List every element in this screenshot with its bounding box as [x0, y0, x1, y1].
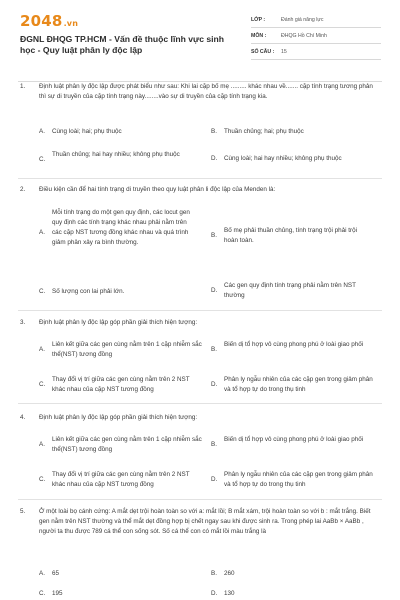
meta-row-class	[251, 12, 381, 28]
option-text: Biến dị tổ hợp vô cùng phong phú ở loài giao phối	[224, 436, 364, 443]
meta-value: Đánh giá năng lực	[281, 16, 324, 23]
option-text: 65	[52, 570, 60, 577]
question-divider	[18, 178, 382, 179]
option-letter: C.	[39, 381, 46, 388]
question-number: 4.	[20, 414, 26, 421]
option-text: 195	[52, 590, 63, 597]
option-text: Thuần chủng; hai hay nhiều; không phụ thuộc	[52, 151, 180, 158]
question-number: 2.	[20, 186, 26, 193]
question-divider	[18, 310, 382, 311]
question-stem: Điều kiện cần để hai tính trạng di truyền theo quy luật phân li độc lập của Menden là:	[39, 186, 276, 193]
question-stem: Định luật phân ly độc lập được phát biểu như sau: Khi lai cặp bố mẹ ......... khác nhau về....... cặp tính trạng tương phản thì sự di truyền của cặp tính trạng này........vào sự di truyền của cặp tính trạng kia.	[39, 83, 373, 100]
option-text: Cùng loài; hai; phụ thuộc	[52, 128, 122, 135]
document-header	[0, 0, 400, 80]
option-letter: A.	[39, 346, 45, 353]
option-letter: A.	[39, 570, 45, 577]
meta-row-subject	[251, 28, 381, 44]
option-letter: D.	[211, 155, 218, 162]
option-letter: B.	[211, 232, 217, 239]
option-letter: D.	[211, 381, 218, 388]
option-letter: C.	[39, 476, 46, 483]
site-logo[interactable]	[20, 12, 78, 30]
option-text: Liên kết giữa các gen cùng nằm trên 1 cặp nhiễm sắc thể(NST) tương đồng	[52, 436, 202, 453]
meta-value: 15	[281, 48, 287, 55]
option-text: Bố mẹ phải thuần chủng, tính trạng trội phải trội hoàn toàn.	[224, 227, 358, 244]
option-letter: C.	[39, 288, 46, 295]
option-letter: A.	[39, 229, 45, 236]
option-letter: B.	[211, 441, 217, 448]
option-text: Phân ly ngẫu nhiên của các cặp gen trong giảm phân và tổ hợp tự do trong thụ tinh	[224, 376, 373, 393]
option-text: Thuần chủng; hai; phụ thuộc	[224, 128, 304, 135]
meta-row-count	[251, 44, 381, 60]
option-letter: D.	[211, 590, 218, 597]
question-stem: Định luật phân ly độc lập góp phần giải thích hiện tượng:	[39, 319, 198, 326]
option-letter: B.	[211, 128, 217, 135]
option-letter: C.	[39, 590, 46, 597]
option-text: Mỗi tính trạng do một gen quy định, các locut gen quy định các tính trạng khác nhau phải nằm trên các cặp NST tương đồng khác nhau và quá trình giảm phân xảy ra bình thường.	[52, 209, 190, 246]
option-letter: D.	[211, 287, 218, 294]
option-letter: D.	[211, 476, 218, 483]
document-title: ĐGNL ĐHQG TP.HCM - Vấn đề thuộc lĩnh vực sinh học - Quy luật phân ly độc lập	[20, 34, 225, 55]
option-letter: A.	[39, 441, 45, 448]
option-text: 260	[224, 570, 235, 577]
question-number: 5.	[20, 508, 26, 515]
question-stem: Ở một loài bọ cánh cứng: A mắt dẹt trội hoàn toàn so với a: mắt lồi; B mắt xám, trội hoàn toàn so với b : mắt trắng. Biết gen nằm trên NST thường và thể mắt dẹt đồng hợp bị chết ngay sau khi được sinh ra. Trong phép lai AaBb × AaBb , người ta thu được 789 cá thể con sống sót. Số cá thể con có mắt lồi màu trắng là	[39, 508, 371, 535]
question-number: 1.	[20, 83, 26, 90]
option-letter: B.	[211, 346, 217, 353]
option-letter: A.	[39, 128, 45, 135]
meta-key: SỐ CÂU :	[251, 48, 275, 55]
option-text: Liên kết giữa các gen cùng nằm trên 1 cặp nhiễm sắc thể(NST) tương đồng	[52, 341, 202, 358]
meta-table	[251, 12, 381, 60]
option-letter: B.	[211, 570, 217, 577]
question-stem: Định luật phân ly độc lập góp phần giải thích hiện tượng:	[39, 414, 198, 421]
question-divider	[18, 499, 382, 500]
question-number: 3.	[20, 319, 26, 326]
meta-key: MÔN :	[251, 32, 267, 39]
logo-suffix: .vn	[63, 19, 79, 28]
option-text: Số lượng con lai phải lớn.	[52, 288, 125, 295]
option-text: Các gen quy định tính trạng phải nằm trên NST thường	[224, 282, 356, 299]
meta-key: LỚP :	[251, 16, 266, 23]
option-text: 130	[224, 590, 235, 597]
logo-main: 2048	[20, 12, 63, 30]
option-letter: C.	[39, 156, 46, 163]
option-text: Phân ly ngẫu nhiên của các cặp gen trong giảm phân và tổ hợp tự do trong thụ tinh	[224, 471, 373, 488]
option-text: Thay đổi vị trí giữa các gen cùng nằm trên 2 NST khác nhau của cặp NST tương đồng	[52, 471, 190, 488]
question-divider	[18, 403, 382, 404]
meta-value: ĐHQG Hồ Chí Minh	[281, 32, 327, 39]
option-text: Biến dị tổ hợp vô cùng phong phú ở loài giao phối	[224, 341, 364, 348]
option-text: Thay đổi vị trí giữa các gen cùng nằm trên 2 NST khác nhau của cặp NST tương đồng	[52, 376, 190, 393]
option-text: Cùng loài; hai hay nhiều; không phụ thuộc	[224, 155, 342, 162]
